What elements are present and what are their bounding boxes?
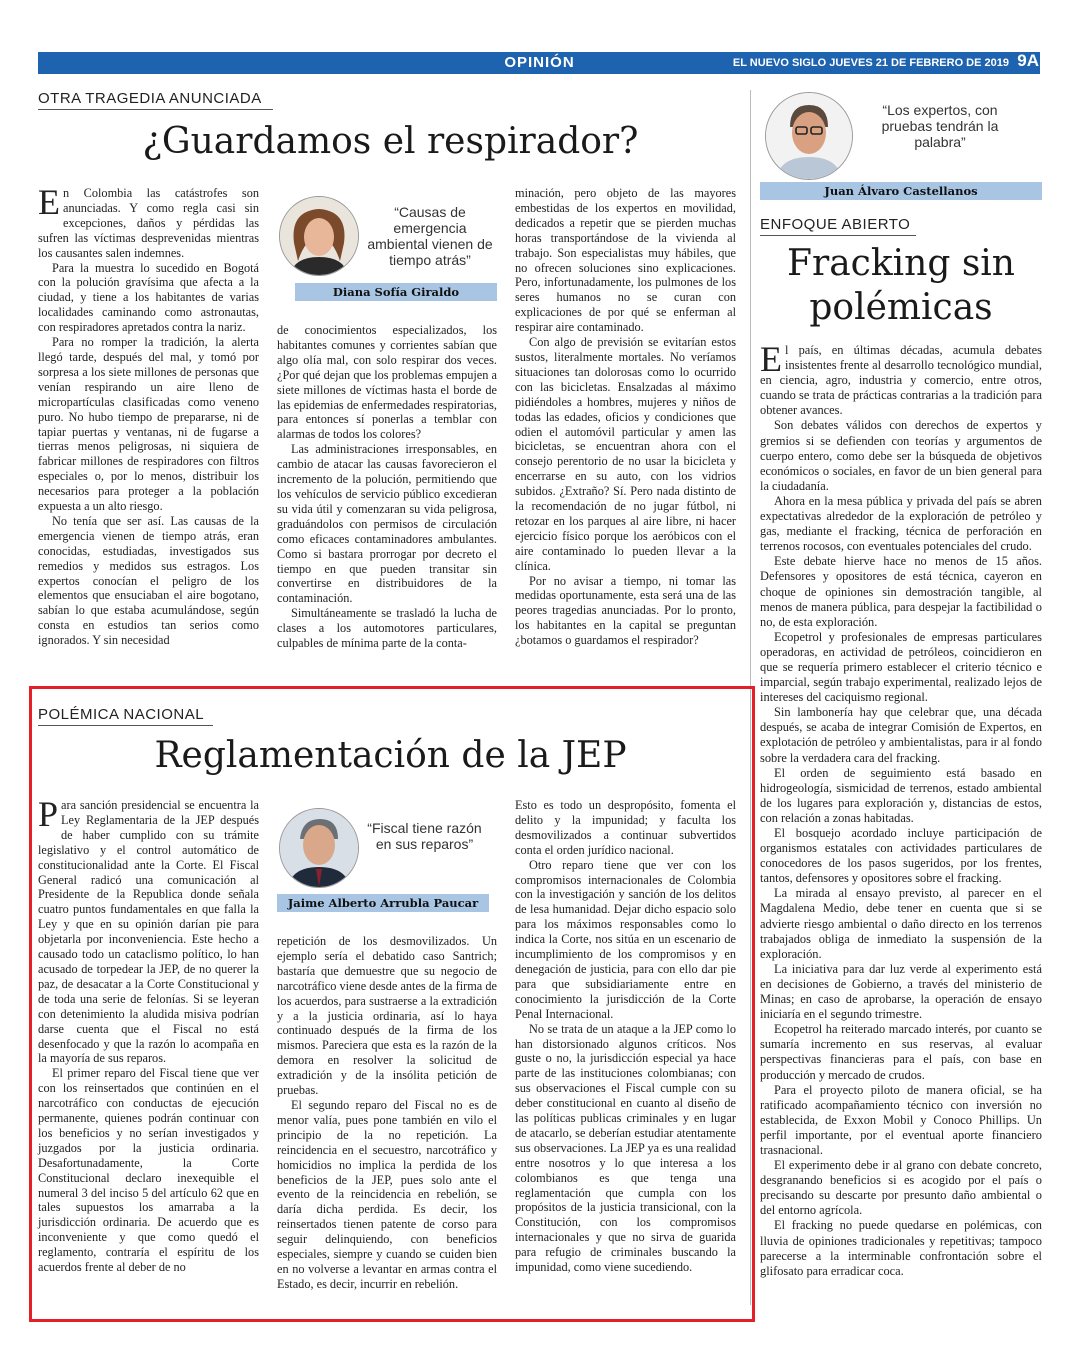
pull-quote: “Fiscal tiene razón en sus reparos” [367,820,482,852]
paragraph: El bosquejo acordado incluye participación de organismos estatales con actividades particulares de conocedores de los pasos sugeridos, por los frentes, tantos, defensores y opositores sobre el fracking. [760,826,1042,886]
dropcap: E [760,339,782,379]
article1-kicker: OTRA TRAGEDIA ANUNCIADA [38,90,273,110]
paragraph: Para el proyecto piloto de manera oficial, se ha ratificado acompañamiento técnico con inversión no establecida, de Exxon Mobil y Conoco Phillips. Un perfil importante, por el eventual aporte financiero trasnacional. [760,1082,1042,1157]
paragraph: La mirada al ensayo previsto, al parecer en el Magdalena Medio, debe tener en cuenta que si se advierte riesgo ambiental o daño directo en los terrenos trabajados obliga de inmediato la suspensión de la exploración. [760,886,1042,961]
paragraph: repetición de los desmovilizados. Un ejemplo sería el debatido caso Santrich; bastaría que demuestre que su negocio de narcotráfico viene desde antes de la firma de los acuerdos, para sustraerse a la extradición y a la justicia ordinaria, así lo haya continuado después de la firma de los mismos. Pareciera que esta es la razón de la demora en resolver la solicitud de extradición y de la insólita petición de pruebas. [277,934,497,1098]
article3-column [760,339,1042,1279]
article1-author-box [277,190,497,302]
paragraph: Ecopetrol y profesionales de empresas particulares operadoras, en actividad de petróleos, coincidieron en que se requería primero establecer el criterio técnico e imparcial, según trabajo experimental, realizado lejos de intereses del caciquismo regional. [760,629,1042,705]
author-photo [279,196,359,276]
paragraph: de conocimientos especializados, los habitantes comunes y corrientes sabían que algo olía mal, con solo respirar dos veces. ¿Por qué dejan que los problemas empujen a siete millones de víctimas hasta el borde de las epidemias de enfermedades respiratorias, para entonces sí ponerlas a temblar con alarmas de todos los colores? [277,323,497,442]
paragraph: Para la muestra lo sucedido en Bogotá con la polución gravísima que afecta a la ciudad, y tiene a los habitantes de varias localidades caminando como astronautas, con respiradores apretados contra la nariz. [38,260,259,335]
pull-quote: “Los expertos, con pruebas tendrán la palabra” [881,102,999,150]
author-name: Diana Sofía Giraldo [295,283,497,301]
article2-column-2 [277,934,497,1292]
paragraph: Son debates válidos con derechos de expertos y gremios si se defienden con teorías y argumentos de cuerpo entero, como debe ser la búsqueda de objetivos económicos o sociales, en favor de un bien general para la ciudadanía. [760,418,1042,493]
paragraph: Ahora en la mesa pública y privada del país se abren expectativas alrededor de la exploración de petróleo y gas, mediante el fracking, técnica de perforación en terrenos rocosos, con eventuales potenciales del crudo. [760,493,1042,554]
paragraph: El fracking no puede quedarse en polémicas, con lluvia de opiniones tradicionales y repetitivas; tampoco parecerse a la interminable confrontación sobre el glifosato para erradicar coca. [760,1218,1042,1278]
paragraph: Ecopetrol ha reiterado marcado interés, por cuanto se sumaría incremento en sus reservas, al evaluar perspectivas financieras para el país, con base en producción y mercado de crudos. [760,1022,1042,1082]
article2-column-3 [515,798,736,1275]
article2-kicker: POLÉMICA NACIONAL [38,706,213,726]
author-photo [279,808,359,888]
dropcap: P [38,794,59,834]
paragraph: minación, pero objeto de las mayores embestidas de los expertos en movilidad, dedicados a repetir que se pierden muchas horas transportándose de la vivienda al trabajo. Son especialistas muy hábiles, que no ofrecen soluciones sino explicaciones. Pero, infortunadamente, los pulmones de los seres humanos no se curan con explicaciones de por qué se enferman al respirar aire contaminado. [515,186,736,335]
article3-kicker: ENFOQUE ABIERTO [760,216,916,236]
paragraph: n Colombia las catástrofes son anunciadas. Y como regla casi sin excepciones, daños y pérdidas las sufren las víctimas desprevenidas mientras los causantes salen indemnes. [38,186,259,260]
article3-headline [760,242,1042,330]
page-number: 9A [1017,51,1039,70]
paragraph: El experimento debe ir al grano con debate concreto, desgranando beneficios si es acogido por el país o precisando su descarte por presunto daño ambiental o del entorno agrícola. [760,1158,1042,1218]
headline-line: Fracking sin [787,243,1015,284]
pull-quote: “Causas de emergencia ambiental vienen de tiempo atrás” [367,204,493,268]
paragraph: l país, en últimas décadas, acumula debates insistentes frente al desarrollo tecnológico mundial, en ciencia, agro, industria y comercio, entre otros, cuando se trata de prácticas contrarias a la tradición para obtener avances. [760,343,1042,418]
paragraph: Sin lambonería hay que celebrar que, una década después, se acaba de integrar Comisión de Expertos, en explotación de petróleo y ambientalistas, para ir al fondo sobre la verdadera cara del fracking. [760,705,1042,765]
paragraph: Por no avisar a tiempo, ni tomar las medidas oportunamente, esta será una de las peores tragedias anunciadas. Por lo pronto, los habitantes en la capital se preguntan ¿botamos o guardamos el respirador? [515,573,736,648]
author-photo [765,92,853,180]
paragraph: Otro reparo tiene que ver con los compromisos internacionales de Colombia con la investigación y sanción de los delitos de lesa humanidad. Dejar dicho espacio solo para los máximos responsables como lo indica la Corte, nos sitúa en un escenario de incumplimiento de los compromisos y en denegación de justicia, para con ello dar pie para que subsidiariamente entre en conocimiento la jurisdicción de la Corte Penal Internacional. [515,857,736,1021]
paragraph: Las administraciones irresponsables, en cambio de atacar las causas favorecieron el incremento de la polución, permitiendo que los vehículos de servicio público excedieran su vida útil y comenzaran su vida peligrosa, graduándolos con permisos de circulación como eficaces contaminadores ambulantes. Como si bastara prorrogar por decreto el tiempo en que pueden transitar sin convertirse en distribuidores de la contaminación. [277,442,497,606]
paragraph: El orden de seguimiento está basado en hidrogeología, sismicidad de terrenos, estado ambiental de los lugares para exploración y, distancias de estos, con relación a zonas habitadas. [760,765,1042,825]
article2-column-1 [38,794,259,1275]
headline-line: polémicas [809,287,993,328]
paragraph: Con algo de previsión se evitarían estos sustos, literalmente mortales. No veríamos situaciones tan dolorosas como lo ocurrido con las bicicletas. Ensalzadas al máximo pidiéndoles a hombres, mujeres y niños de todas las edades, oficios y condiciones que odien el automóvil particular y amen las bicicletas, se encuentran ahora con el consejo perentorio de no usar la bicicleta y encerrarse en su auto, con los vidrios subidos. ¿Extraño? Sí. Pero nada distinto de la recomendación de no jugar fútbol, ni retozar en los parques al aire libre, ni hacer ejercicio físico porque los aeróbicos con el aire contaminado lo pueden llevar a la clínica. [515,335,736,573]
dropcap: E [38,182,60,222]
author-name: Juan Álvaro Castellanos [760,182,1042,200]
article1-column-3 [515,186,736,648]
paragraph: Esto es todo un despropósito, fomenta el delito y la impunidad; y faculta los desmovilizados a continuar subvertidos conta el orden jurídico nacional. [515,798,736,857]
section-title: OPINIÓN [504,54,575,71]
paragraph: El segundo reparo del Fiscal no es de menor valía, pues pone también en vilo el principio de la no repetición. La reincidencia en el secuestro, narcotráfico y homicidios no implica la perdida de los beneficios de la JEP, pues solo ante el evento de la reincidencia en rebelión, se daría dicha perdida. Es decir, los reinsertados tienen patente de corso para seguir delinquiendo, con beneficios especiales, siempre y cuando se cuiden bien en no volverse a levantar en armas contra el Estado, es decir, incurrir en rebelión. [277,1097,497,1291]
issue-date: JUEVES 21 DE FEBRERO DE 2019 [829,57,1009,69]
author-name: Jaime Alberto Arrubla Paucar [277,894,489,912]
paragraph: Simultáneamente se trasladó la lucha de clases a los automotores particulares, culpables de mínima parte de la conta- [277,606,497,651]
paragraph: No tenía que ser así. Las causas de la emergencia vienen de tiempo atrás, eran conocidas, estudiadas, investigados sus remedios y medidos sus estragos. Los expertos conocían el peligro de los elementos que ensuciaban el aire bogotano, sabían lo que estaba acumulándose, según consta en estudios tan serios como ignorados. Y sin necesidad [38,513,259,648]
masthead-info [733,54,1009,72]
article3-author-box [760,88,1042,200]
article1-column-2 [277,323,497,651]
article1-headline: ¿Guardamos el respirador? [142,121,639,162]
paragraph: El primer reparo del Fiscal tiene que ver con los reinsertados que continúen en el narcotráfico con conductas de ejecución permanente, quienes podrán continuar con los beneficios y no serían investigados y juzgados por la justicia ordinaria. Desafortunadamente, la Corte Constitucional declaro inexequible el numeral 3 del inciso 5 del artículo 62 que en tales supuestos los amarraba a la jurisdicción ordinaria. De acuerdo que es inconveniente y que como quedó el reglamento, contraría el espíritu de los acuerdos frente al deber de no [38,1066,259,1275]
paragraph: Para no romper la tradición, la alerta llegó tarde, después del mal, y tomó por sorpresa a los siete millones de personas que venían respirando un aire lleno de micropartículas clasificadas como veneno puro. No hubo tiempo de prepararse, ni de tapiar puertas y ventanas, ni de fugarse a tierras menos peligrosas, ni siquiera de fabricar millones de respiradores con filtros especiales o, por lo menos, distribuir los necesarios para proteger a la población expuesta a un alto riesgo. [38,335,259,514]
paragraph: Este debate hierve hace no menos de 15 años. Defensores y opositores de está técnica, cayeron en choque de opiniones sin demostración tangible, al menos de manera pública, para despejar la factibilidad o no, de esta exploración. [760,554,1042,629]
article2-author-box [277,802,489,916]
article2-headline: Reglamentación de la JEP [154,735,627,776]
paragraph: ara sanción presidencial se encuentra la Ley Reglamentaria de la JEP después de haber cumplido con su trámite legislativo y el control automático de constitucionalidad ante la Corte. El Fiscal General radicó una comunicación al Presidente de la Republica donde señala cuatro puntos fundamentales en que falla la Ley y que en su opinión darían pie para objetarla por inconveniencia. Este hecho a causado todo un cataclismo político, lo han acusado de torpedear la JEP, de no querer la paz, de desacatar a la Corte Constitucional y de toda una serie de felonías. Si se leyeran con detenimiento la aludida misiva podrían darse cuenta que el Fiscal no está desenfocado y que la razón lo acompaña en la mayoría de sus reparos. [38,798,259,1066]
paragraph: No se trata de un ataque a la JEP como lo han distorsionado algunos críticos. Nos guste o no, la jurisdicción especial ya hace parte de las instituciones colombianas; con sus observaciones el Fiscal cumple con su deber constitucional en cuanto al diseño de las políticas publicas criminales y en lugar de atacarlo, se deberían estudiar atentamente sus observaciones. La JEP ya es una realidad entre nosotros y lo que interesa a los colombianos es que tenga una reglamentación que cumpla con los propósitos de la justicia transicional, con la Constitución, con los compromisos internacionales y que no sirva de guarida para refugio de criminales buscando la impunidad, como viene sucediendo. [515,1021,736,1275]
article1-column-1 [38,182,259,648]
paragraph: La iniciativa para dar luz verde al experimento está en decisiones de Gobierno, a través del ministerio de Minas; en caso de aprobarse, la operación de ensayo iniciaría en el segundo trimestre. [760,961,1042,1022]
paper-name: EL NUEVO SIGLO [732,57,827,69]
